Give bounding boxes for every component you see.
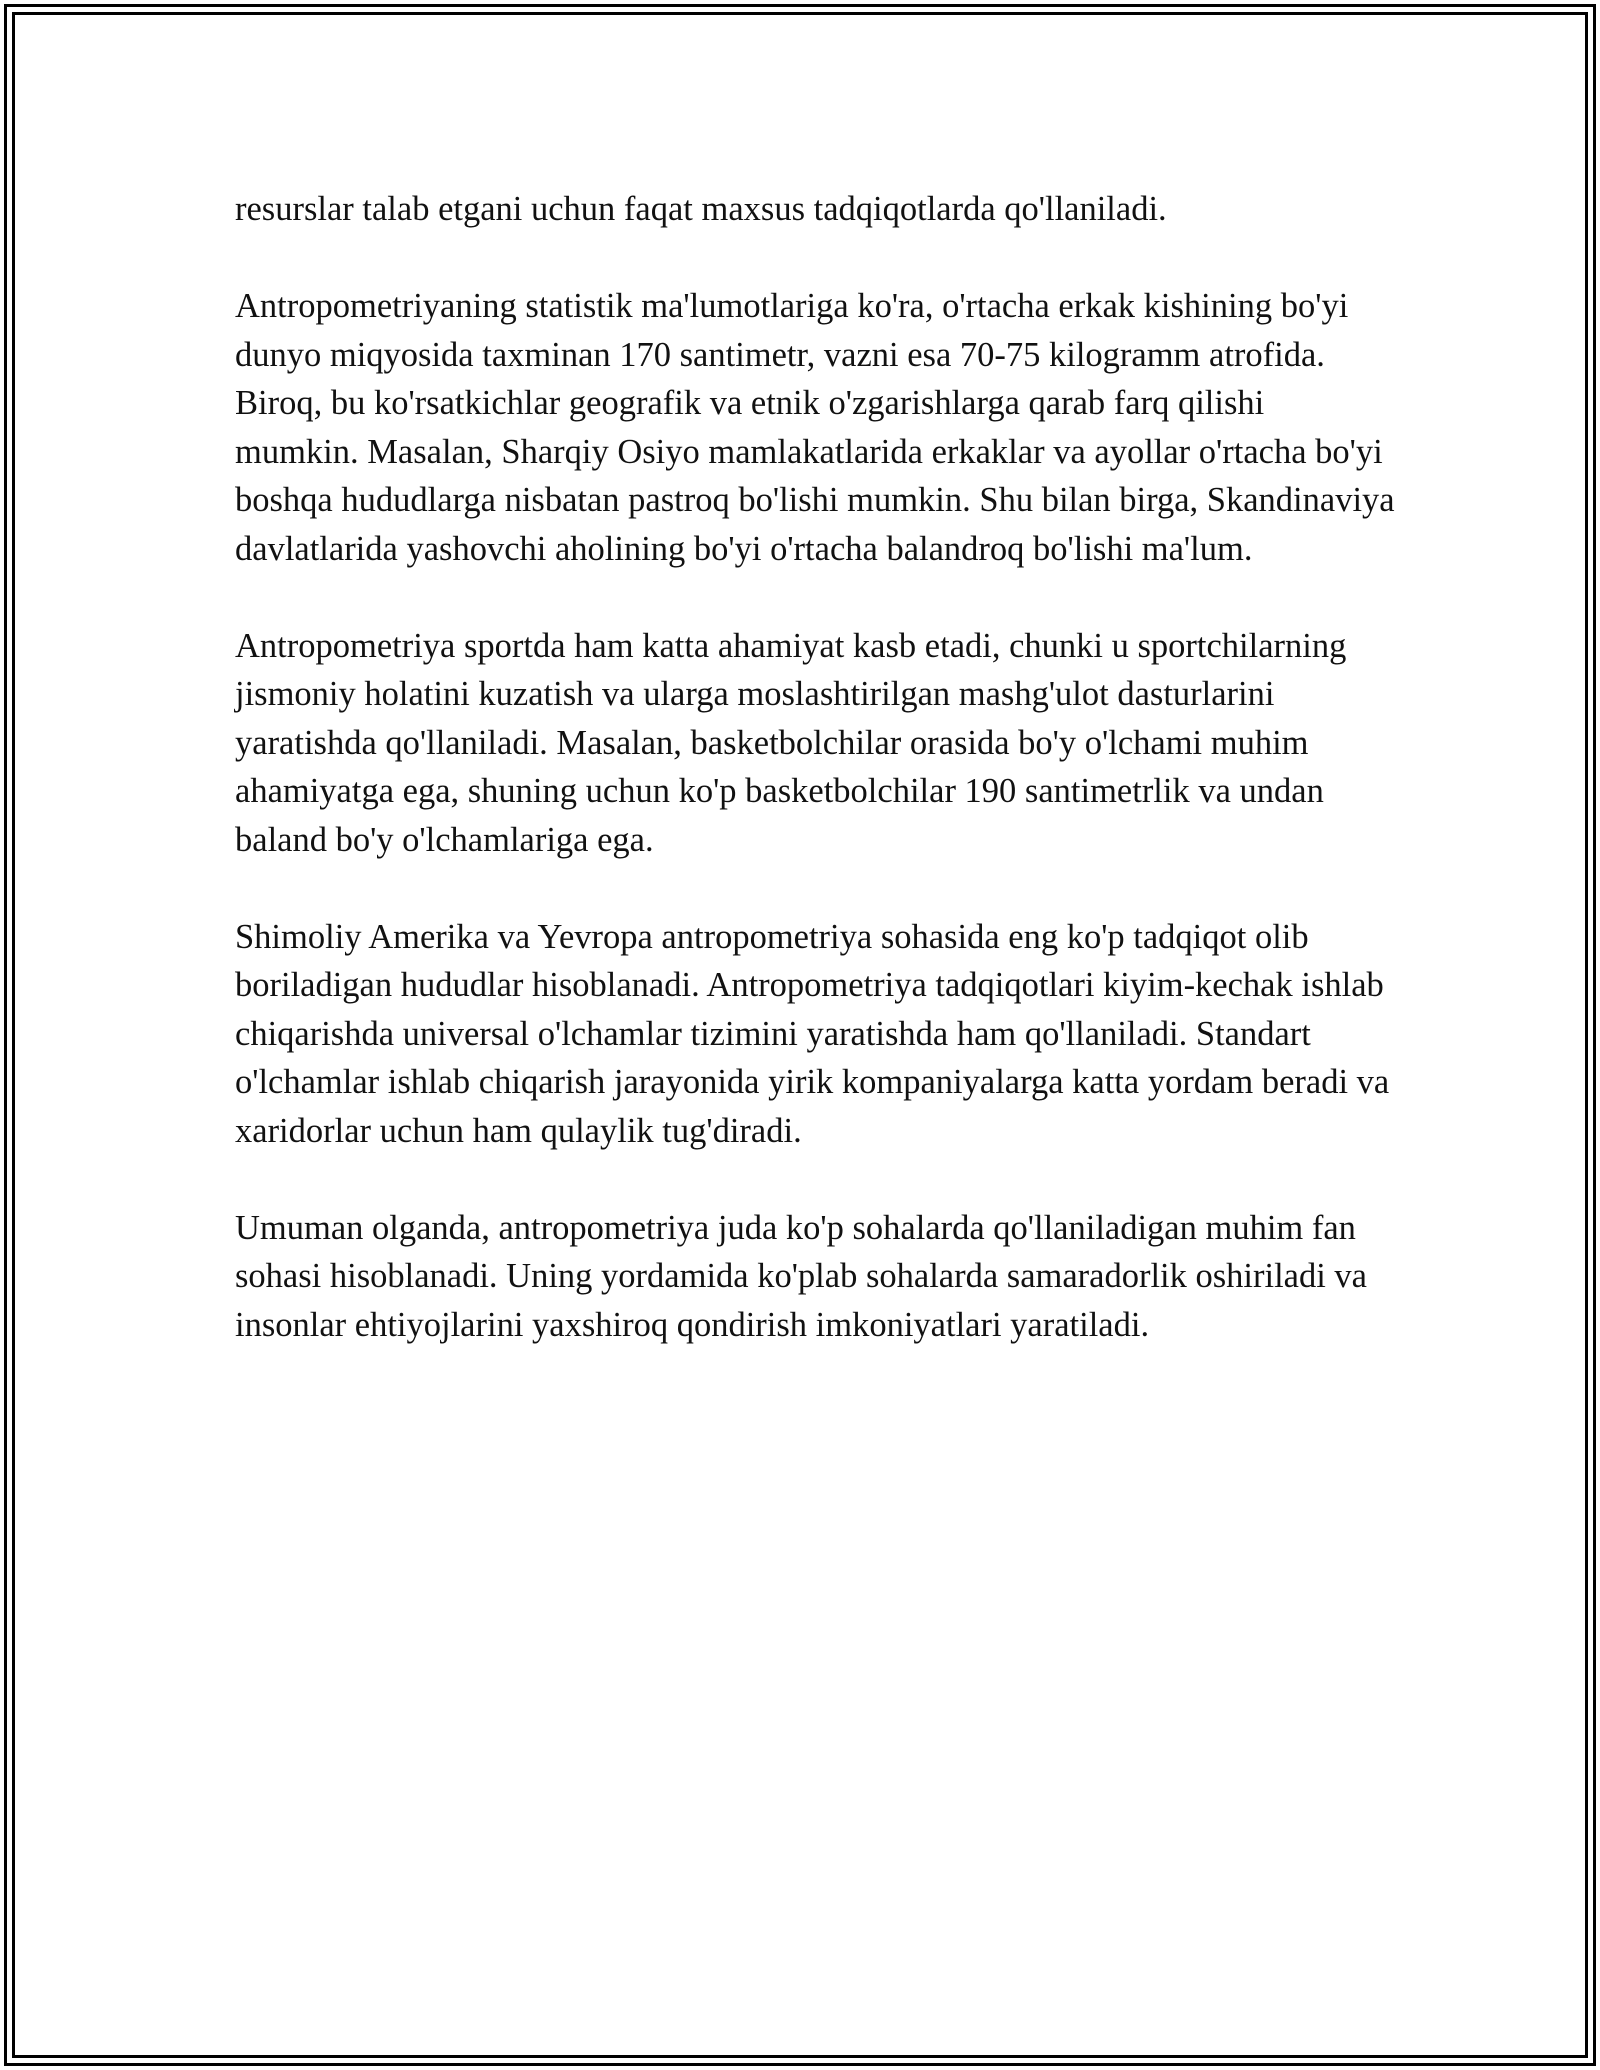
paragraph-5: Umuman olganda, antropometriya juda ko'p sohalarda qo'llaniladigan muhim fan sohasi hisoblanadi. Uning yordamida ko'plab sohalarda samaradorlik oshiriladi va insonlar ehtiyojlarini yaxshiroq qondirish imkoniyatlari yaratiladi. (235, 1208, 1367, 1344)
paragraph-1: resurslar talab etgani uchun faqat maxsus tadqiqotlarda qo'llaniladi. (235, 190, 1167, 228)
document-body (235, 185, 1395, 1349)
paragraph-4: Shimoliy Amerika va Yevropa antropometriya sohasida eng ko'p tadqiqot olib boriladigan hududlar hisoblanadi. Antropometriya tadqiqotlari kiyim-kechak ishlab chiqarishda universal o'lchamlar tizimini yaratishda ham qo'llaniladi. Standart o'lchamlar ishlab chiqarish jarayonida yirik kompaniyalarga katta yordam beradi va xaridorlar uchun ham qulaylik tug'diradi. (235, 917, 1390, 1150)
paragraph-3: Antropometriya sportda ham katta ahamiyat kasb etadi, chunki u sportchilarning jismoniy holatini kuzatish va ularga moslashtirilgan mashg'ulot dasturlarini yaratishda qo'llaniladi. Masalan, basketbolchilar orasida bo'y o'lchami muhim ahamiyatga ega, shuning uchun ko'p basketbolchilar 190 santimetrlik va undan baland bo'y o'lchamlariga ega. (235, 626, 1347, 859)
paragraph-2: Antropometriyaning statistik ma'lumotlariga ko'ra, o'rtacha erkak kishining bo'yi dunyo miqyosida taxminan 170 santimetr, vazni esa 70-75 kilogramm atrofida. Biroq, bu ko'rsatkichlar geografik va etnik o'zgarishlarga qarab farq qilishi mumkin. Masalan, Sharqiy Osiyo mamlakatlarida erkaklar va ayollar o'rtacha bo'yi boshqa hududlarga nisbatan pastroq bo'lishi mumkin. Shu bilan birga, Skandinaviya davlatlarida yashovchi aholining bo'yi o'rtacha balandroq bo'lishi ma'lum. (235, 287, 1395, 568)
